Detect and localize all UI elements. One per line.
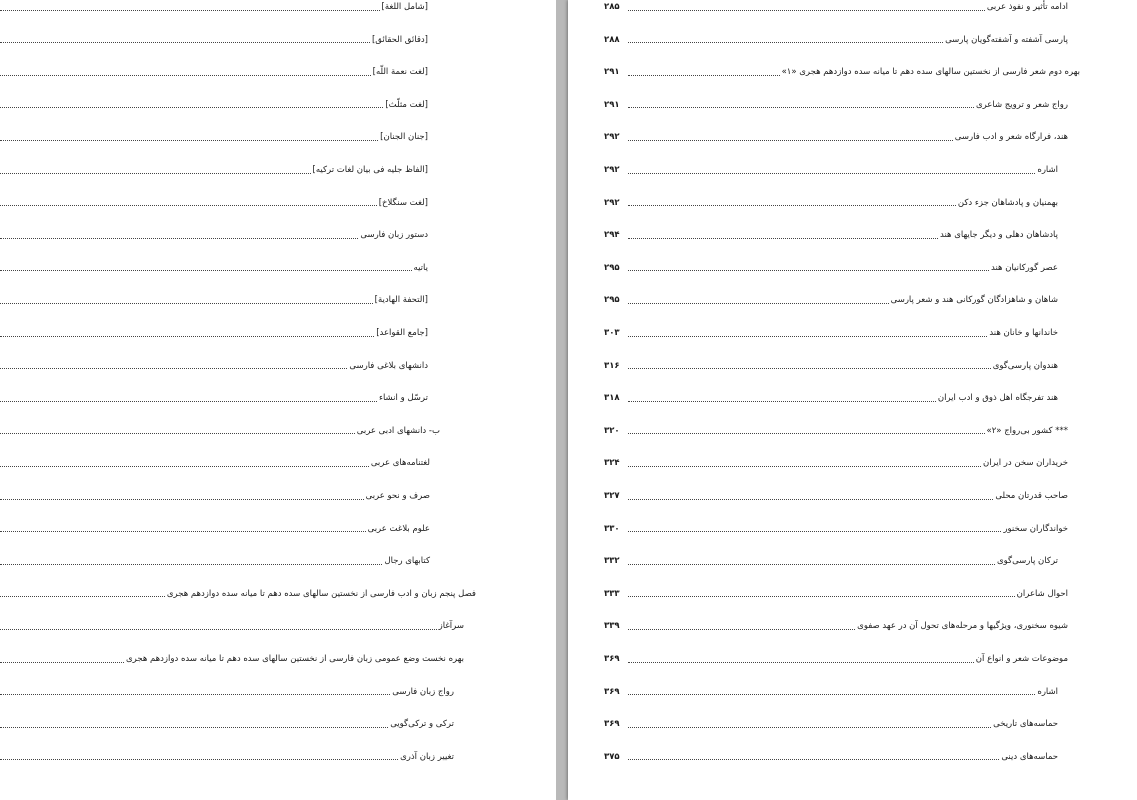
- toc-entry[interactable]: [604, 0, 1068, 14]
- toc-entry-title: حماسه‌های دینی: [1001, 751, 1058, 762]
- toc-entry-title: کتابهای رجال: [384, 556, 430, 567]
- toc-entry[interactable]: [0, 424, 440, 438]
- dot-leader: [628, 140, 953, 141]
- toc-entry-page-number: ۲۹۵: [604, 295, 620, 306]
- dot-leader: [628, 173, 1035, 174]
- toc-entry-title: هند، فرارگاه شعر و ادب فارسی: [954, 132, 1068, 143]
- toc-entry-title: بهره نخست وضع عمومی زبان فارسی از نخستین سالهای سده دهم تا میانه سده دوازدهم هجری: [125, 654, 464, 664]
- dot-leader: [0, 629, 437, 630]
- dot-leader: [628, 10, 985, 11]
- toc-entry[interactable]: [0, 522, 430, 536]
- toc-entry-title: دانشهای بلاغی فارسی: [349, 360, 428, 371]
- page-gap: [556, 0, 568, 800]
- toc-entry-title: علوم بلاغت عربی: [367, 523, 430, 534]
- left-document-page: [0, 0, 556, 800]
- toc-entry-title: بهره دوم شعر فارسی از نخستین سالهای سده دهم تا میانه سده دوازدهم هجری «۱»: [781, 67, 1080, 78]
- toc-entry[interactable]: [0, 0, 428, 14]
- dot-leader: [628, 531, 1001, 532]
- toc-entry-title: اشاره: [1037, 686, 1058, 697]
- toc-entry[interactable]: [0, 65, 428, 79]
- dot-leader: [0, 173, 311, 174]
- toc-entry-title: رواج شعر و ترویج شاعری: [975, 99, 1068, 110]
- toc-entry-title: ب- دانشهای ادبی عربی: [356, 425, 440, 436]
- dot-leader: [628, 238, 938, 239]
- dot-leader: [628, 75, 780, 76]
- toc-entry-page-number: ۳۲۰: [604, 425, 620, 436]
- dot-leader: [0, 75, 371, 76]
- toc-entry[interactable]: [0, 163, 428, 177]
- toc-entry-title: هندوان پارسی‌گوی: [992, 360, 1058, 371]
- toc-entry[interactable]: [0, 554, 430, 568]
- toc-entry[interactable]: [0, 359, 428, 373]
- toc-entry[interactable]: [604, 619, 1068, 633]
- toc-entry-title: صاحب قدرتان محلی: [995, 491, 1068, 501]
- toc-entry-title: هند تفرجگاه اهل ذوق و ادب ایران: [937, 393, 1058, 404]
- toc-entry-page-number: ۳۳۳: [604, 588, 620, 599]
- toc-entry-title: ترکان پارسی‌گوی: [997, 556, 1058, 567]
- toc-entry[interactable]: [0, 750, 454, 764]
- toc-entry-title: [شامل اللغة]: [381, 2, 428, 12]
- toc-entry-title: رواج زبان فارسی: [392, 686, 454, 697]
- toc-entry-title: خریداران سخن در ایران: [983, 458, 1068, 469]
- toc-entry-title: حماسه‌های تاریخی: [993, 719, 1058, 730]
- dot-leader: [0, 662, 124, 663]
- toc-entry-title: [لغت مثلّث]: [385, 99, 428, 110]
- toc-entry-page-number: ۲۹۲: [604, 132, 620, 143]
- toc-entry[interactable]: [0, 98, 428, 112]
- toc-entry[interactable]: [0, 717, 454, 731]
- toc-entry[interactable]: [0, 489, 430, 503]
- toc-entry-title: صرف و نحو عربی: [365, 491, 430, 501]
- toc-entry[interactable]: [604, 196, 1058, 210]
- dot-leader: [0, 42, 370, 43]
- toc-entry[interactable]: [0, 456, 430, 470]
- toc-entry-page-number: ۳۱۸: [604, 393, 620, 404]
- toc-entry-title: شاهان و شاهزادگان گورکانی هند و شعر پارسی: [890, 295, 1058, 306]
- dot-leader: [0, 499, 364, 500]
- toc-entry-title: احوال شاعران: [1016, 588, 1068, 599]
- toc-entry[interactable]: [604, 750, 1058, 764]
- toc-entry[interactable]: [604, 424, 1068, 438]
- toc-entry-title: [الفاظ جلیه فی بیان لغات ترکیه]: [312, 165, 428, 175]
- toc-entry[interactable]: [0, 196, 428, 210]
- toc-entry-title: بهمنیان و پادشاهان جزء دکن: [957, 197, 1058, 208]
- dot-leader: [628, 42, 943, 43]
- toc-entry-page-number: ۳۶۹: [604, 719, 620, 730]
- toc-entry-title: [دقائق الحقائق]: [371, 34, 428, 45]
- toc-entry-title: اشاره: [1037, 165, 1058, 175]
- dot-leader: [628, 270, 989, 271]
- toc-entry-page-number: ۳۷۵: [604, 751, 620, 762]
- toc-entry-page-number: ۳۳۹: [604, 621, 620, 632]
- dot-leader: [628, 727, 991, 728]
- dot-leader: [628, 759, 999, 760]
- toc-entry-page-number: ۳۲۴: [604, 458, 620, 469]
- dot-leader: [0, 270, 412, 271]
- toc-entry[interactable]: [604, 261, 1058, 275]
- dot-leader: [628, 368, 991, 369]
- toc-entry[interactable]: [0, 228, 428, 242]
- toc-entry[interactable]: [604, 489, 1068, 503]
- toc-entry-title: ادامه تأثیر و نفوذ عربی: [986, 2, 1068, 12]
- toc-entry[interactable]: [0, 33, 428, 47]
- toc-entry[interactable]: [604, 359, 1058, 373]
- toc-entry[interactable]: [604, 65, 1080, 79]
- toc-entry-title: *** کشور بی‌رواج «۲»: [986, 425, 1068, 436]
- toc-entry[interactable]: [0, 652, 464, 666]
- toc-entry-page-number: ۲۹۴: [604, 230, 620, 241]
- toc-entry-title: سرآغاز: [438, 621, 464, 632]
- dot-leader: [628, 303, 889, 304]
- toc-entry[interactable]: [604, 391, 1058, 405]
- dot-leader: [628, 433, 985, 434]
- dot-leader: [0, 368, 347, 369]
- dot-leader: [0, 433, 355, 434]
- dot-leader: [0, 140, 378, 141]
- toc-entry-page-number: ۳۰۳: [604, 328, 620, 338]
- toc-entry[interactable]: [604, 554, 1058, 568]
- toc-entry[interactable]: [604, 33, 1068, 47]
- toc-entry-title: لغتنامه‌های عربی: [370, 458, 430, 469]
- toc-entry-title: [جنان الجنان]: [380, 132, 428, 143]
- dot-leader: [0, 531, 366, 532]
- right-document-page: [568, 0, 1137, 800]
- dot-leader: [628, 662, 974, 663]
- toc-entry[interactable]: [604, 652, 1068, 666]
- toc-entry-page-number: ۳۱۶: [604, 360, 620, 371]
- toc-entry-page-number: ۳۲۷: [604, 491, 620, 501]
- toc-entry[interactable]: [604, 522, 1068, 536]
- toc-entry[interactable]: [0, 130, 428, 144]
- toc-entry[interactable]: [0, 261, 428, 275]
- dot-leader: [0, 336, 374, 337]
- toc-entry-title: فصل پنجم زبان و ادب فارسی از نخستین سالهای سده دهم تا میانه سده دوازدهم هجری: [166, 588, 476, 599]
- dot-leader: [628, 466, 981, 467]
- dot-leader: [0, 694, 390, 695]
- toc-entry-title: یاتیه: [413, 262, 428, 273]
- toc-entry-title: موضوعات شعر و انواع آن: [975, 654, 1068, 664]
- toc-entry-page-number: ۳۳۰: [604, 523, 620, 534]
- dot-leader: [628, 596, 1015, 597]
- toc-entry-page-number: ۲۸۸: [604, 34, 620, 45]
- toc-entry-title: ترسّل و انشاء: [378, 393, 428, 404]
- toc-entry-page-number: ۲۹۱: [604, 67, 620, 78]
- dot-leader: [0, 596, 165, 597]
- toc-entry-page-number: ۳۶۹: [604, 654, 620, 664]
- toc-entry-title: [جامع القواعد]: [376, 328, 428, 338]
- dot-leader: [0, 10, 380, 11]
- dot-leader: [628, 629, 855, 630]
- toc-entry[interactable]: [0, 587, 476, 601]
- toc-entry[interactable]: [0, 619, 464, 633]
- toc-entry[interactable]: [604, 130, 1068, 144]
- dot-leader: [0, 401, 377, 402]
- toc-entry-page-number: ۲۹۲: [604, 197, 620, 208]
- dot-leader: [0, 303, 373, 304]
- toc-entry[interactable]: [604, 228, 1058, 242]
- toc-entry[interactable]: [604, 326, 1058, 340]
- toc-entry-title: خواندگاران سخنور: [1003, 523, 1068, 534]
- toc-entry[interactable]: [604, 685, 1058, 699]
- toc-entry-page-number: ۲۹۱: [604, 99, 620, 110]
- toc-entry[interactable]: [604, 293, 1058, 307]
- dot-leader: [0, 205, 377, 206]
- toc-entry[interactable]: [0, 685, 454, 699]
- toc-entry-title: عصر گورکانیان هند: [991, 262, 1058, 273]
- toc-entry-title: [لغت سنگلاخ]: [378, 197, 428, 208]
- toc-entry[interactable]: [604, 587, 1068, 601]
- dot-leader: [0, 238, 358, 239]
- toc-entry[interactable]: [604, 163, 1058, 177]
- toc-entry-title: تغییر زبان آذری: [400, 751, 454, 762]
- toc-entry-title: [التحفة الهادیة]: [374, 295, 428, 306]
- toc-entry[interactable]: [0, 391, 428, 405]
- dot-leader: [0, 759, 398, 760]
- toc-entry[interactable]: [0, 326, 428, 340]
- dot-leader: [628, 336, 987, 337]
- toc-entry-page-number: ۲۹۵: [604, 262, 620, 273]
- toc-entry-page-number: ۲۹۲: [604, 165, 620, 175]
- toc-entry-page-number: ۳۳۲: [604, 556, 620, 567]
- dot-leader: [0, 107, 383, 108]
- toc-entry-page-number: ۲۸۵: [604, 2, 620, 12]
- toc-entry-title: ترکی و ترکی‌گویی: [390, 719, 454, 730]
- dot-leader: [628, 205, 956, 206]
- toc-entry[interactable]: [604, 98, 1068, 112]
- dot-leader: [628, 107, 974, 108]
- toc-entry-title: پارسی آشفته و آشفته‌گویان پارسی: [945, 34, 1068, 45]
- dot-leader: [628, 564, 995, 565]
- toc-entry[interactable]: [604, 456, 1068, 470]
- toc-entry-title: دستور زبان فارسی: [360, 230, 428, 241]
- toc-entry[interactable]: [604, 717, 1058, 731]
- dot-leader: [0, 466, 369, 467]
- toc-entry[interactable]: [0, 293, 428, 307]
- toc-entry-title: شیوه سخنوری، ویژگیها و مرحله‌های تحول آن در عهد صفوی: [857, 621, 1068, 632]
- dot-leader: [628, 694, 1035, 695]
- dot-leader: [0, 727, 388, 728]
- toc-entry-title: [لغت نعمة اللّه]: [372, 67, 428, 78]
- toc-entry-title: خاندانها و خانان هند: [989, 328, 1058, 338]
- dot-leader: [0, 564, 382, 565]
- toc-entry-page-number: ۳۶۹: [604, 686, 620, 697]
- dot-leader: [628, 499, 993, 500]
- dot-leader: [628, 401, 936, 402]
- toc-entry-title: پادشاهان دهلی و دیگر جایهای هند: [940, 230, 1058, 241]
